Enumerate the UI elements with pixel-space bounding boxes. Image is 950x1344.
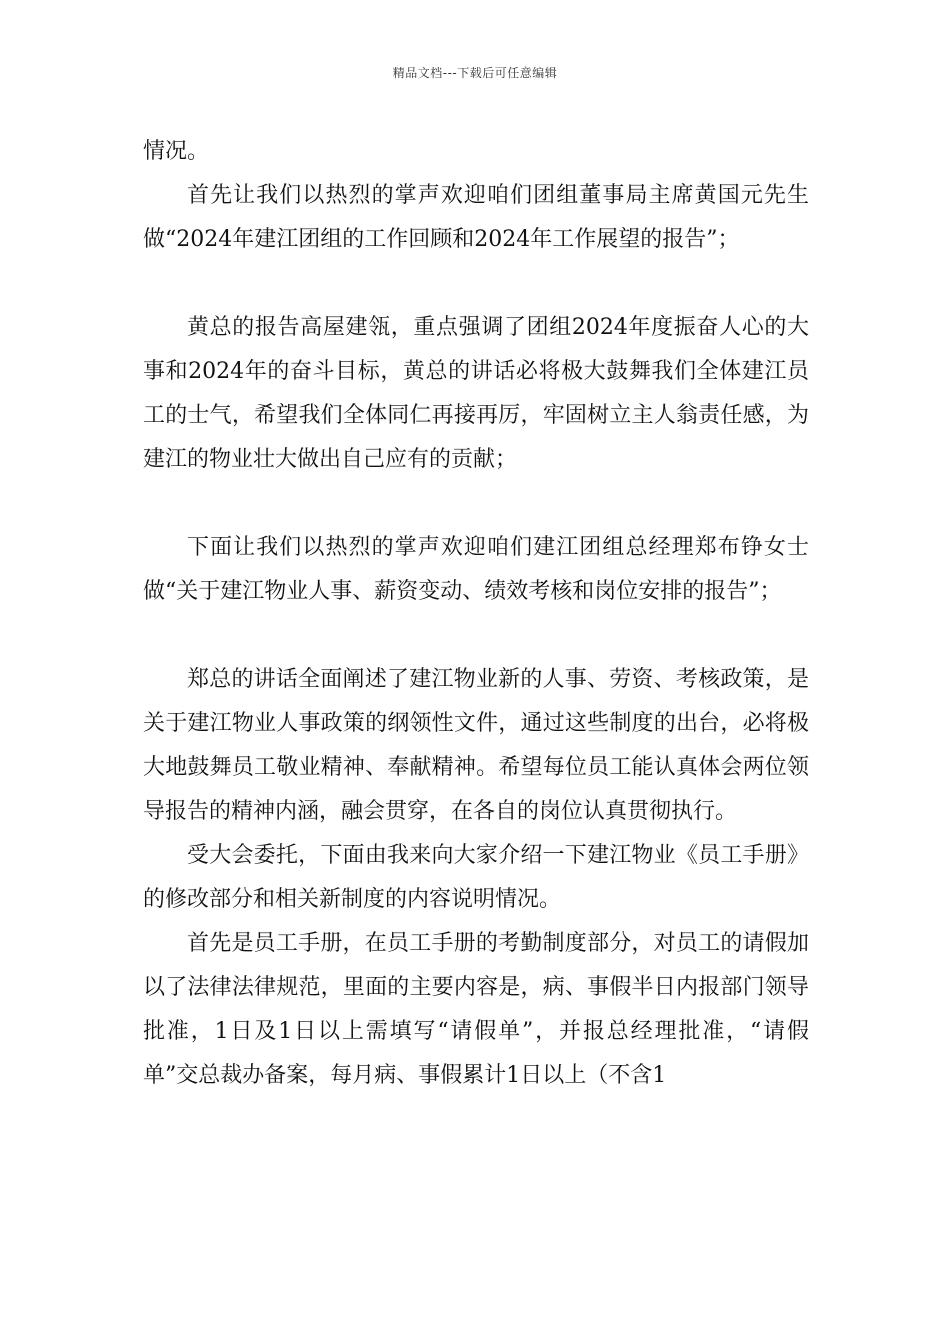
document-body <box>143 130 809 1098</box>
paragraph-gap <box>143 614 809 658</box>
paragraph-6: 受大会委托，下面由我来向大家介绍一下建江物业《员工手册》的修改部分和相关新制度的内容说明情况。 <box>143 843 809 912</box>
page-header: 精品文档---下载后可任意编辑 <box>392 66 558 80</box>
paragraph-gap <box>143 482 809 526</box>
paragraph-4: 下面让我们以热烈的掌声欢迎咱们建江团组总经理郑布铮女士做“关于建江物业人事、薪资变动、绩效考核和岗位安排的报告”； <box>143 535 809 604</box>
paragraph-5: 郑总的讲话全面阐述了建江物业新的人事、劳资、考核政策，是关于建江物业人事政策的纲领性文件，通过这些制度的出台，必将极大地鼓舞员工敬业精神、奉献精神。希望每位员工能认真体会两位领导报告的精神内涵，融会贯穿，在各自的岗位认真贯彻执行。 <box>143 667 809 824</box>
paragraph-2: 首先让我们以热烈的掌声欢迎咱们团组董事局主席黄国元先生做“2024年建江团组的工作回顾和2024年工作展望的报告”； <box>143 183 809 252</box>
paragraph-7: 首先是员工手册，在员工手册的考勤制度部分，对员工的请假加以了法律法律规范，里面的主要内容是，病、事假半日内报部门领导批准，1日及1日以上需填写“请假单”，并报总经理批准，“请假单”交总裁办备案，每月病、事假累计1日以上（不含1 <box>143 931 809 1088</box>
paragraph-1: 情况。 <box>143 139 210 164</box>
paragraph-gap <box>143 262 809 306</box>
paragraph-3: 黄总的报告高屋建瓴，重点强调了团组2024年度振奋人心的大事和2024年的奋斗目标，黄总的讲话必将极大鼓舞我们全体建江员工的士气，希望我们全体同仁再接再厉，牢固树立主人翁责任感，为建江的物业壮大做出自己应有的贡献； <box>143 315 809 472</box>
